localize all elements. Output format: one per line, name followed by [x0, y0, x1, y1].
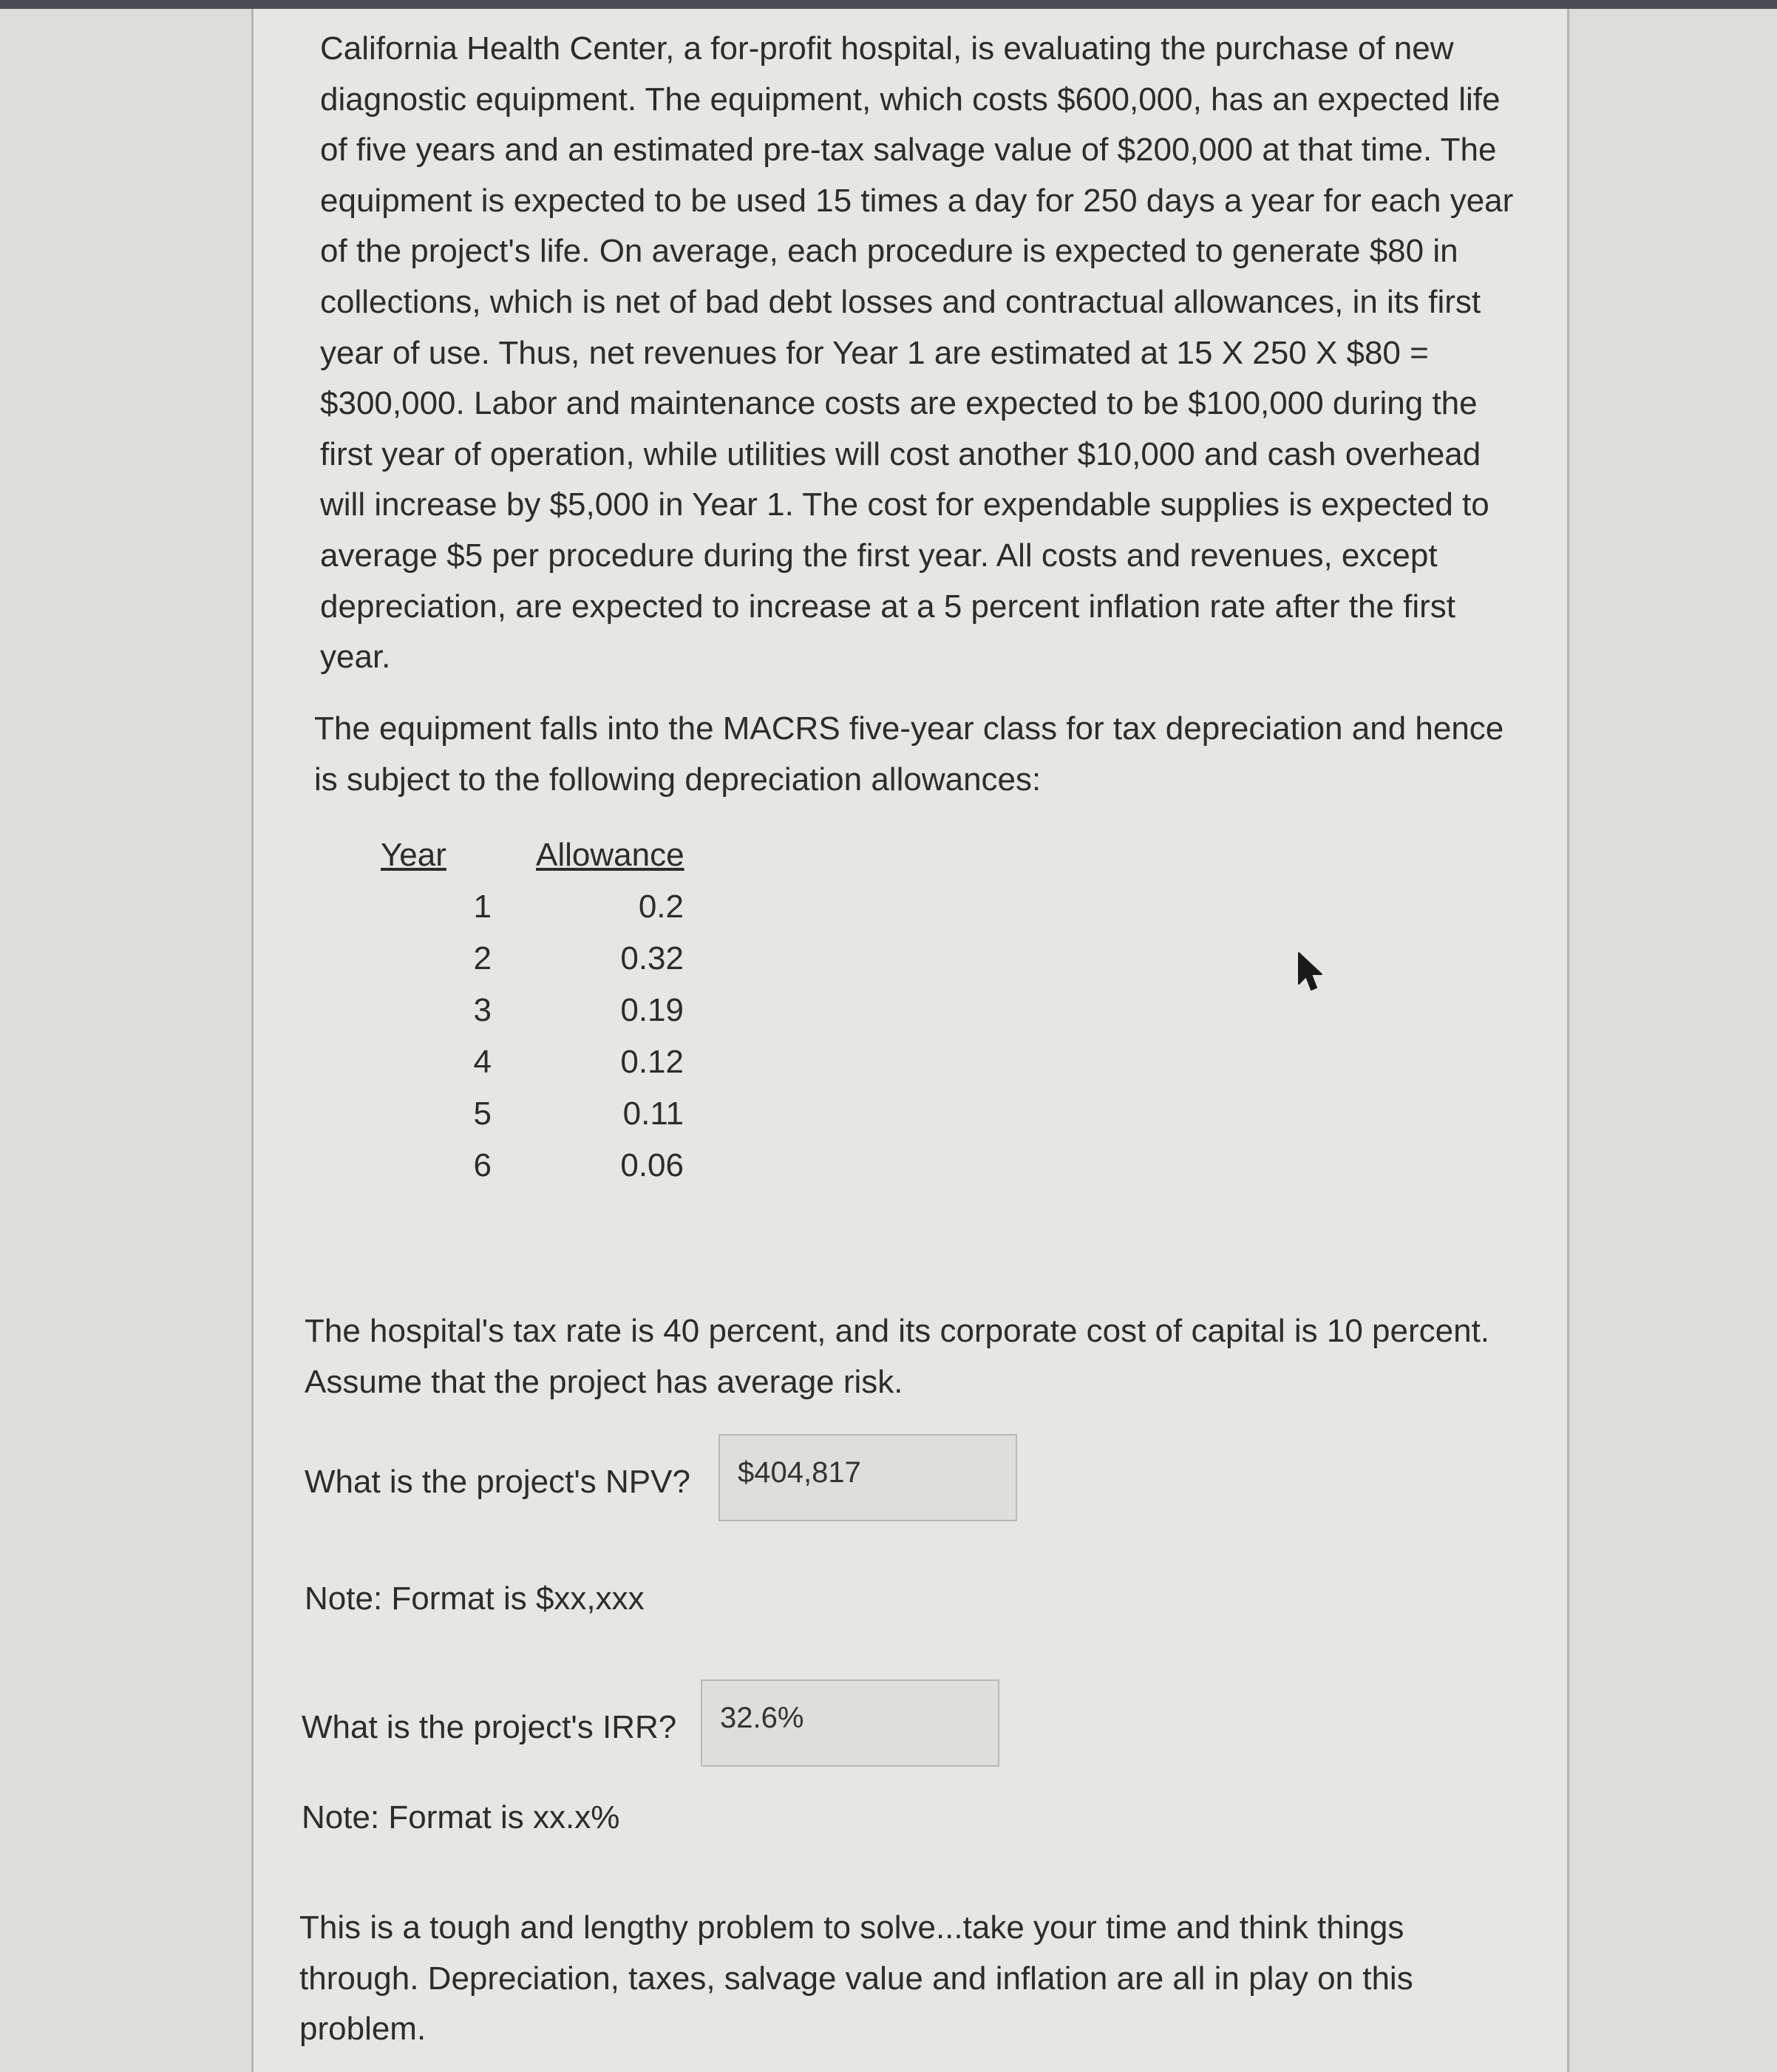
irr-format-note: Note: Format is xx.x% — [302, 1799, 620, 1835]
table-row — [381, 992, 750, 1044]
table-cell-year: 1 — [473, 889, 492, 925]
table-cell-allowance: 0.12 — [620, 1044, 684, 1080]
npv-question-label: What is the project's NPV? — [305, 1464, 690, 1500]
tax-and-capital-statement: The hospital's tax rate is 40 percent, and its corporate cost of capital is 10 percent. Assume that the project has average risk. — [305, 1313, 1490, 1400]
irr-answer-field[interactable]: 32.6% — [701, 1679, 999, 1767]
npv-format-note: Note: Format is $xx,xxx — [305, 1580, 645, 1617]
table-header-allowance: Allowance — [536, 837, 684, 873]
right-margin — [1571, 9, 1777, 2072]
mouse-pointer-icon — [1296, 951, 1325, 993]
top-strip — [0, 0, 1777, 9]
instructor-comment: This is a tough and lengthy problem to solve...take your time and think things through. Depreciation, taxes, salvage value and inflation are all in play on this problem. — [299, 1909, 1413, 2048]
table-cell-allowance: 0.06 — [620, 1147, 684, 1183]
question-panel — [251, 9, 1569, 2072]
table-cell-year: 5 — [473, 1096, 492, 1132]
table-rows — [381, 889, 750, 1199]
table-row — [381, 889, 750, 940]
table-cell-allowance: 0.11 — [622, 1096, 684, 1132]
table-row — [381, 940, 750, 992]
table-cell-year: 2 — [473, 940, 492, 976]
table-row — [381, 1044, 750, 1096]
table-cell-year: 6 — [473, 1147, 492, 1183]
table-cell-allowance: 0.2 — [638, 889, 684, 925]
table-cell-allowance: 0.32 — [620, 940, 684, 976]
table-cell-year: 4 — [473, 1044, 492, 1080]
table-row — [381, 1096, 750, 1147]
irr-question-label: What is the project's IRR? — [302, 1709, 677, 1745]
problem-statement: California Health Center, a for-profit hospital, is evaluating the purchase of new diagnostic equipment. The equipment, which costs $600,000, has an expected life of five years and an estimated pre-tax salvage value of $200,000 at that time. The equipment is expected to be used 15 times a day for 250 days a year for each year of the project's life. On average, each procedure is expected to generate $80 in collections, which is net of bad debt losses and contractual allowances, in its first year of use. Thus, net revenues for Year 1 are estimated at 15 X 250 X $80 = $300,000. Labor and maintenance costs are expected to be $100,000 during the first year of operation, while utilities will cost another $10,000 and cash overhead will increase by $5,000 in Year 1. The cost for expendable supplies is expected to average $5 per procedure during the first year. All costs and revenues, except depreciation, are expected to increase at a 5 percent inflation rate after the first year. — [320, 30, 1514, 676]
left-margin — [0, 9, 251, 2072]
npv-answer-field[interactable]: $404,817 — [718, 1434, 1017, 1521]
table-row — [381, 1147, 750, 1199]
table-header-year: Year — [381, 837, 446, 873]
table-cell-year: 3 — [473, 992, 492, 1028]
table-cell-allowance: 0.19 — [620, 992, 684, 1028]
macrs-intro: The equipment falls into the MACRS five-year class for tax depreciation and hence is subject to the following depreciation allowances: — [314, 710, 1504, 798]
